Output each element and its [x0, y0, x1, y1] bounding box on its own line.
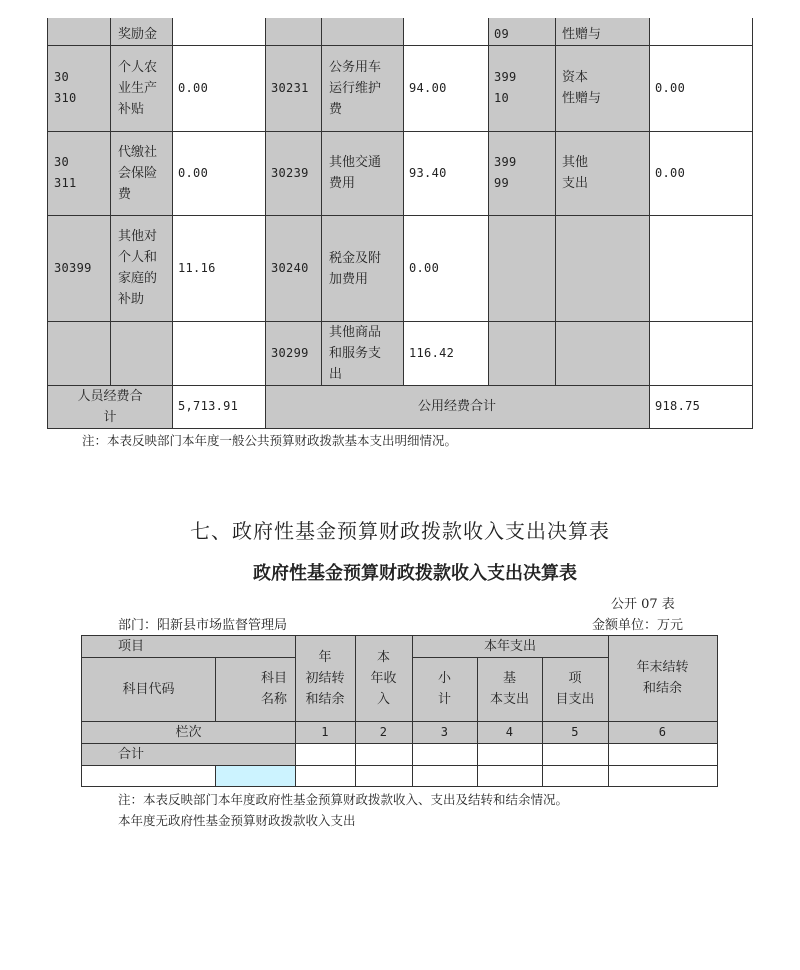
header-end-balance: 年末结转 和结余 — [636, 660, 689, 696]
cell-code: 09 — [494, 27, 510, 41]
cell-name: 其他交通 费用 — [329, 155, 382, 191]
col-number: 2 — [379, 725, 388, 739]
no-fund-note: 本年度无政府性基金预算财政拨款收入支出 — [118, 813, 356, 828]
header-subject-code: 科目代码 — [122, 682, 175, 697]
cell-name: 其他对 个人和 家庭的 补助 — [118, 229, 158, 307]
table-code: 公开 07 表 — [611, 597, 675, 612]
table-note: 注：本表反映部门本年度一般公共预算财政拨款基本支出明细情况。 — [82, 433, 458, 448]
table-title: 政府性基金预算财政拨款收入支出决算表 — [253, 563, 577, 584]
cell-value: 0.00 — [655, 166, 686, 180]
cell-value: 116.42 — [409, 346, 455, 360]
cell-value: 93.40 — [409, 166, 447, 180]
col-number: 4 — [505, 725, 514, 739]
amount-unit: 金额单位：万元 — [592, 618, 684, 633]
cell-name: 代缴社 会保险 费 — [118, 145, 158, 202]
header-project: 项目 — [118, 639, 145, 654]
cell-name: 税金及附 加费用 — [329, 251, 382, 287]
header-income: 本 年收 入 — [370, 650, 397, 707]
total-row-label: 合计 — [118, 747, 145, 762]
cell-name: 个人农 业生产 补贴 — [118, 60, 158, 117]
cell-code: 30399 — [54, 261, 92, 275]
cell-value: 0.00 — [655, 81, 686, 95]
cell-value: 0.00 — [409, 261, 440, 275]
public-total-value: 918.75 — [655, 399, 701, 413]
section-title: 七、政府性基金预算财政拨款收入支出决算表 — [190, 519, 610, 543]
header-expenditure: 本年支出 — [483, 639, 536, 654]
cell-name: 公务用车 运行维护 费 — [329, 60, 382, 117]
col-number: 6 — [658, 725, 667, 739]
table-note-2: 注：本表反映部门本年度政府性基金预算财政拨款收入、支出及结转和结余情况。 — [118, 792, 569, 807]
header-begin-balance: 年 初结转 和结余 — [305, 650, 345, 707]
cell-value: 11.16 — [178, 261, 216, 275]
cell-code: 30231 — [271, 81, 309, 95]
header-subtotal: 小 计 — [437, 671, 451, 707]
cell-name: 其他商品 和服务支 出 — [329, 325, 382, 382]
cell-name: 奖励金 — [118, 27, 158, 42]
cell-code: 399 99 — [494, 155, 517, 190]
row-lanci: 栏次 — [175, 725, 202, 740]
cell-code: 30239 — [271, 166, 309, 180]
col-number: 5 — [571, 725, 579, 739]
header-subject-name: 科目 名称 — [260, 671, 287, 707]
cell-code: 30 311 — [54, 155, 77, 190]
public-total-label: 公用经费合计 — [417, 399, 496, 414]
cell-code: 30299 — [271, 346, 309, 360]
cell-name: 其他 支出 — [562, 155, 589, 191]
cell-value: 94.00 — [409, 81, 447, 95]
cell-code: 399 10 — [494, 70, 517, 105]
header-project-expenditure: 项 目支出 — [555, 671, 595, 707]
col-number: 3 — [440, 725, 449, 739]
cell-value: 0.00 — [178, 166, 209, 180]
cell-name: 资本 性赠与 — [562, 70, 602, 106]
cell-code: 30240 — [271, 261, 309, 275]
personnel-total-value: 5,713.91 — [178, 399, 239, 413]
cell-code: 30 310 — [54, 70, 77, 105]
cell-name: 性赠与 — [562, 27, 602, 42]
header-basic-expenditure: 基 本支出 — [489, 671, 529, 707]
personnel-total-label: 人员经费合 计 — [77, 389, 143, 425]
department: 部门：阳新县市场监督管理局 — [118, 618, 288, 633]
col-number: 1 — [321, 725, 329, 739]
cell-value: 0.00 — [178, 81, 209, 95]
